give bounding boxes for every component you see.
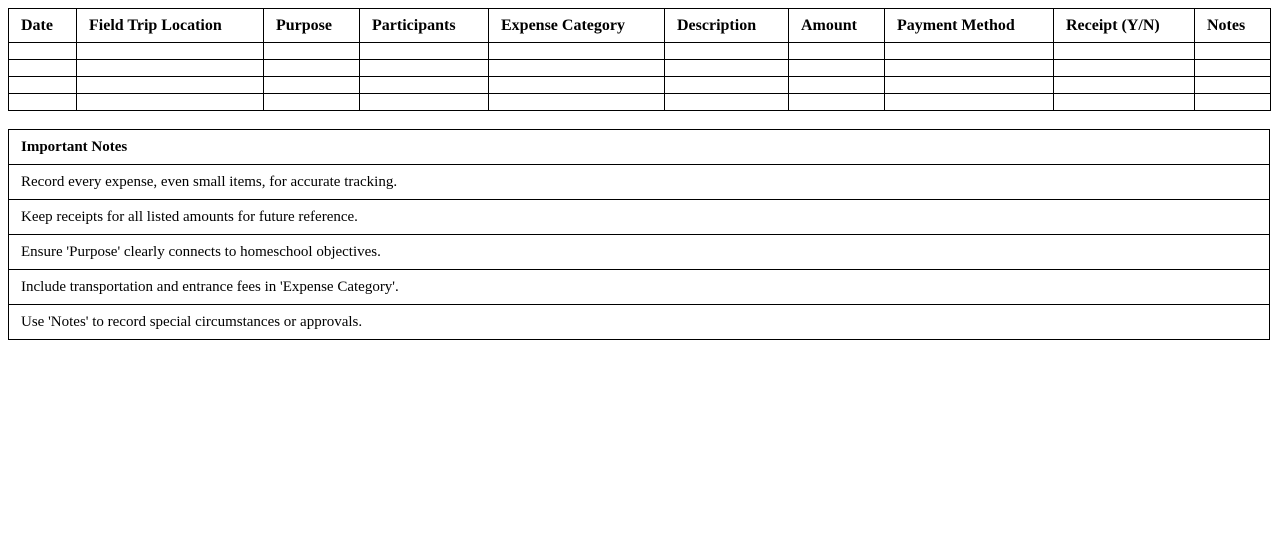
- table-cell[interactable]: [360, 43, 489, 60]
- column-header-date: Date: [9, 9, 77, 43]
- table-cell[interactable]: [665, 77, 789, 94]
- column-header-participants: Participants: [360, 9, 489, 43]
- table-cell[interactable]: [264, 43, 360, 60]
- table-cell[interactable]: [360, 94, 489, 111]
- note-item: Keep receipts for all listed amounts for future reference.: [9, 200, 1270, 235]
- table-cell[interactable]: [789, 94, 885, 111]
- column-header-expense-category: Expense Category: [489, 9, 665, 43]
- note-item: Record every expense, even small items, for accurate tracking.: [9, 165, 1270, 200]
- table-row: [9, 77, 1271, 94]
- table-row: [9, 43, 1271, 60]
- note-row: [9, 200, 1270, 235]
- table-cell[interactable]: [489, 43, 665, 60]
- table-cell[interactable]: [77, 94, 264, 111]
- table-cell[interactable]: [789, 77, 885, 94]
- column-header-purpose: Purpose: [264, 9, 360, 43]
- table-cell[interactable]: [885, 43, 1054, 60]
- table-cell[interactable]: [665, 60, 789, 77]
- table-cell[interactable]: [885, 77, 1054, 94]
- table-cell[interactable]: [9, 77, 77, 94]
- table-header-row: [9, 9, 1271, 43]
- field-trip-expense-table: [8, 8, 1271, 111]
- table-cell[interactable]: [77, 77, 264, 94]
- table-cell[interactable]: [1195, 94, 1271, 111]
- table-cell[interactable]: [1054, 77, 1195, 94]
- table-row: [9, 94, 1271, 111]
- table-cell[interactable]: [264, 94, 360, 111]
- column-header-amount: Amount: [789, 9, 885, 43]
- table-cell[interactable]: [264, 77, 360, 94]
- table-cell[interactable]: [1195, 43, 1271, 60]
- table-cell[interactable]: [489, 77, 665, 94]
- table-cell[interactable]: [9, 43, 77, 60]
- note-item: Ensure 'Purpose' clearly connects to homeschool objectives.: [9, 235, 1270, 270]
- table-cell[interactable]: [789, 43, 885, 60]
- table-cell[interactable]: [1195, 77, 1271, 94]
- table-cell[interactable]: [665, 94, 789, 111]
- table-cell[interactable]: [1054, 94, 1195, 111]
- note-row: [9, 165, 1270, 200]
- table-cell[interactable]: [789, 60, 885, 77]
- column-header-receipt: Receipt (Y/N): [1054, 9, 1195, 43]
- table-cell[interactable]: [360, 60, 489, 77]
- note-item: Use 'Notes' to record special circumstances or approvals.: [9, 305, 1270, 340]
- table-cell[interactable]: [9, 60, 77, 77]
- table-cell[interactable]: [885, 94, 1054, 111]
- table-cell[interactable]: [264, 60, 360, 77]
- table-cell[interactable]: [489, 60, 665, 77]
- table-cell[interactable]: [1054, 60, 1195, 77]
- column-header-description: Description: [665, 9, 789, 43]
- note-item: Include transportation and entrance fees in 'Expense Category'.: [9, 270, 1270, 305]
- table-cell[interactable]: [665, 43, 789, 60]
- note-row: [9, 270, 1270, 305]
- table-cell[interactable]: [9, 94, 77, 111]
- notes-title: Important Notes: [9, 130, 1270, 165]
- table-cell[interactable]: [360, 77, 489, 94]
- note-row: [9, 235, 1270, 270]
- table-cell[interactable]: [885, 60, 1054, 77]
- page-content: [8, 8, 1270, 340]
- column-header-payment-method: Payment Method: [885, 9, 1054, 43]
- table-cell[interactable]: [489, 94, 665, 111]
- table-cell[interactable]: [1054, 43, 1195, 60]
- table-row: [9, 60, 1271, 77]
- important-notes-table: [8, 129, 1270, 340]
- column-header-field-trip-location: Field Trip Location: [77, 9, 264, 43]
- notes-header-row: [9, 130, 1270, 165]
- table-cell[interactable]: [77, 43, 264, 60]
- column-header-notes: Notes: [1195, 9, 1271, 43]
- note-row: [9, 305, 1270, 340]
- table-cell[interactable]: [1195, 60, 1271, 77]
- table-cell[interactable]: [77, 60, 264, 77]
